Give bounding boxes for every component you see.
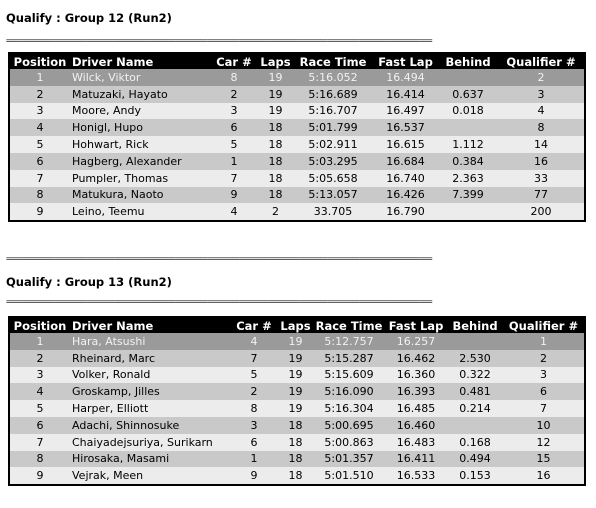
col-header-laps: Laps bbox=[280, 318, 311, 333]
position-cell: 1 bbox=[10, 69, 70, 86]
laps-cell: 19 bbox=[278, 333, 313, 350]
position-cell: 2 bbox=[10, 350, 70, 367]
driver-name-cell: Matukura, Naoto bbox=[70, 187, 210, 204]
driver-name-cell: Hohwart, Rick bbox=[70, 136, 210, 153]
qualifier-cell: 7 bbox=[503, 400, 584, 417]
position-cell: 4 bbox=[10, 119, 70, 136]
car-number-cell: 6 bbox=[230, 434, 278, 451]
qualifier-cell: 8 bbox=[498, 119, 584, 136]
behind-cell: 0.637 bbox=[438, 86, 498, 103]
col-header-behind: Behind bbox=[452, 318, 498, 333]
race-time-cell: 5:16.090 bbox=[313, 383, 385, 400]
driver-name-cell: Harper, Elliott bbox=[70, 400, 230, 417]
fast-lap-cell: 16.533 bbox=[385, 467, 447, 484]
qualifier-cell: 10 bbox=[503, 417, 584, 434]
position-cell: 5 bbox=[10, 136, 70, 153]
driver-name-cell: Vejrak, Meen bbox=[70, 467, 230, 484]
position-cell: 7 bbox=[10, 170, 70, 187]
race-time-cell: 5:05.658 bbox=[293, 170, 373, 187]
table-row bbox=[10, 69, 584, 86]
qualifier-cell: 6 bbox=[503, 383, 584, 400]
behind-cell: 0.384 bbox=[438, 153, 498, 170]
laps-cell: 19 bbox=[258, 103, 293, 120]
driver-name-cell: Leino, Teemu bbox=[70, 203, 210, 220]
qualifier-cell: 77 bbox=[498, 187, 584, 204]
group-13-title: Qualify : Group 13 (Run2) bbox=[6, 275, 172, 289]
laps-cell: 18 bbox=[258, 119, 293, 136]
table-row bbox=[10, 187, 584, 204]
laps-cell: 19 bbox=[258, 69, 293, 86]
separator: ========================================================================================================== bbox=[6, 36, 432, 45]
car-number-cell: 9 bbox=[230, 467, 278, 484]
race-time-cell: 5:16.689 bbox=[293, 86, 373, 103]
position-cell: 7 bbox=[10, 434, 70, 451]
position-cell: 5 bbox=[10, 400, 70, 417]
car-number-cell: 4 bbox=[230, 333, 278, 350]
position-cell: 8 bbox=[10, 451, 70, 468]
driver-name-cell: Groskamp, Jilles bbox=[70, 383, 230, 400]
driver-name-cell: Hara, Atsushi bbox=[70, 333, 230, 350]
car-number-cell: 2 bbox=[210, 86, 258, 103]
laps-cell: 19 bbox=[278, 400, 313, 417]
race-time-cell: 5:15.609 bbox=[313, 367, 385, 384]
table-row bbox=[10, 103, 584, 120]
laps-cell: 2 bbox=[258, 203, 293, 220]
race-time-cell: 33.705 bbox=[293, 203, 373, 220]
col-header-fast-lap: Fast Lap bbox=[388, 318, 444, 333]
fast-lap-cell: 16.393 bbox=[385, 383, 447, 400]
table-row bbox=[10, 451, 584, 468]
driver-name-cell: Rheinard, Marc bbox=[70, 350, 230, 367]
table-row bbox=[10, 153, 584, 170]
position-cell: 3 bbox=[10, 103, 70, 120]
table-row bbox=[10, 170, 584, 187]
fast-lap-cell: 16.485 bbox=[385, 400, 447, 417]
table-header-row bbox=[10, 318, 584, 333]
car-number-cell: 1 bbox=[230, 451, 278, 468]
qualifier-cell: 14 bbox=[498, 136, 584, 153]
fast-lap-cell: 16.615 bbox=[373, 136, 438, 153]
fast-lap-cell: 16.460 bbox=[385, 417, 447, 434]
driver-name-cell: Matuzaki, Hayato bbox=[70, 86, 210, 103]
race-time-cell: 5:00.863 bbox=[313, 434, 385, 451]
fast-lap-cell: 16.411 bbox=[385, 451, 447, 468]
behind-cell: 1.112 bbox=[438, 136, 498, 153]
table-row bbox=[10, 383, 584, 400]
laps-cell: 18 bbox=[258, 187, 293, 204]
position-cell: 9 bbox=[10, 203, 70, 220]
car-number-cell: 3 bbox=[230, 417, 278, 434]
group-12-rows bbox=[10, 69, 584, 220]
col-header-laps: Laps bbox=[260, 54, 291, 69]
fast-lap-cell: 16.740 bbox=[373, 170, 438, 187]
table-row bbox=[10, 86, 584, 103]
behind-cell: 0.018 bbox=[438, 103, 498, 120]
race-time-cell: 5:01.357 bbox=[313, 451, 385, 468]
position-cell: 6 bbox=[10, 153, 70, 170]
laps-cell: 18 bbox=[258, 153, 293, 170]
group-13-rows bbox=[10, 333, 584, 484]
qualifier-cell: 2 bbox=[498, 69, 584, 86]
car-number-cell: 3 bbox=[210, 103, 258, 120]
table-row bbox=[10, 400, 584, 417]
col-header-driver-name: Driver Name bbox=[72, 318, 154, 333]
car-number-cell: 6 bbox=[210, 119, 258, 136]
laps-cell: 18 bbox=[278, 467, 313, 484]
car-number-cell: 5 bbox=[210, 136, 258, 153]
col-header-behind: Behind bbox=[445, 54, 491, 69]
qualifier-cell: 200 bbox=[498, 203, 584, 220]
driver-name-cell: Moore, Andy bbox=[70, 103, 210, 120]
fast-lap-cell: 16.790 bbox=[373, 203, 438, 220]
behind-cell: 2.363 bbox=[438, 170, 498, 187]
race-time-cell: 5:00.695 bbox=[313, 417, 385, 434]
fast-lap-cell: 16.494 bbox=[373, 69, 438, 86]
laps-cell: 18 bbox=[278, 451, 313, 468]
behind-cell bbox=[438, 203, 498, 220]
race-time-cell: 5:01.510 bbox=[313, 467, 385, 484]
col-header-car: Car # bbox=[216, 54, 252, 69]
race-time-cell: 5:12.757 bbox=[313, 333, 385, 350]
laps-cell: 19 bbox=[278, 367, 313, 384]
table-row bbox=[10, 350, 584, 367]
qualifier-cell: 16 bbox=[498, 153, 584, 170]
laps-cell: 19 bbox=[278, 383, 313, 400]
behind-cell bbox=[447, 333, 503, 350]
col-header-qualifier: Qualifier # bbox=[508, 318, 579, 333]
fast-lap-cell: 16.426 bbox=[373, 187, 438, 204]
col-header-position: Position bbox=[13, 54, 67, 69]
table-row bbox=[10, 434, 584, 451]
qualifier-cell: 33 bbox=[498, 170, 584, 187]
fast-lap-cell: 16.483 bbox=[385, 434, 447, 451]
car-number-cell: 5 bbox=[230, 367, 278, 384]
qualifier-cell: 3 bbox=[498, 86, 584, 103]
laps-cell: 19 bbox=[278, 350, 313, 367]
race-time-cell: 5:03.295 bbox=[293, 153, 373, 170]
driver-name-cell: Chaiyadejsuriya, Surikarn bbox=[70, 434, 230, 451]
fast-lap-cell: 16.360 bbox=[385, 367, 447, 384]
table-row bbox=[10, 367, 584, 384]
col-header-driver-name: Driver Name bbox=[72, 54, 154, 69]
qualifier-cell: 12 bbox=[503, 434, 584, 451]
fast-lap-cell: 16.497 bbox=[373, 103, 438, 120]
fast-lap-cell: 16.414 bbox=[373, 86, 438, 103]
table-row bbox=[10, 119, 584, 136]
fast-lap-cell: 16.684 bbox=[373, 153, 438, 170]
qualifier-cell: 15 bbox=[503, 451, 584, 468]
table-header-row bbox=[10, 54, 584, 69]
race-time-cell: 5:13.057 bbox=[293, 187, 373, 204]
driver-name-cell: Volker, Ronald bbox=[70, 367, 230, 384]
race-time-cell: 5:15.287 bbox=[313, 350, 385, 367]
laps-cell: 18 bbox=[278, 434, 313, 451]
position-cell: 3 bbox=[10, 367, 70, 384]
behind-cell: 7.399 bbox=[438, 187, 498, 204]
behind-cell: 0.214 bbox=[447, 400, 503, 417]
group-13-results-table bbox=[8, 316, 586, 486]
fast-lap-cell: 16.462 bbox=[385, 350, 447, 367]
driver-name-cell: Wilck, Viktor bbox=[70, 69, 210, 86]
qualifier-cell: 16 bbox=[503, 467, 584, 484]
laps-cell: 19 bbox=[258, 86, 293, 103]
car-number-cell: 1 bbox=[210, 153, 258, 170]
race-time-cell: 5:16.304 bbox=[313, 400, 385, 417]
car-number-cell: 8 bbox=[210, 69, 258, 86]
race-time-cell: 5:16.707 bbox=[293, 103, 373, 120]
table-row bbox=[10, 467, 584, 484]
position-cell: 2 bbox=[10, 86, 70, 103]
laps-cell: 18 bbox=[278, 417, 313, 434]
col-header-qualifier: Qualifier # bbox=[506, 54, 576, 69]
col-header-position: Position bbox=[13, 318, 67, 333]
group-12-title: Qualify : Group 12 (Run2) bbox=[6, 11, 172, 25]
driver-name-cell: Hirosaka, Masami bbox=[70, 451, 230, 468]
position-cell: 1 bbox=[10, 333, 70, 350]
car-number-cell: 7 bbox=[210, 170, 258, 187]
qualifier-cell: 1 bbox=[503, 333, 584, 350]
car-number-cell: 4 bbox=[210, 203, 258, 220]
behind-cell bbox=[438, 69, 498, 86]
separator: ========================================================================================================== bbox=[6, 297, 432, 306]
position-cell: 6 bbox=[10, 417, 70, 434]
position-cell: 4 bbox=[10, 383, 70, 400]
behind-cell: 0.322 bbox=[447, 367, 503, 384]
driver-name-cell: Hagberg, Alexander bbox=[70, 153, 210, 170]
table-row bbox=[10, 203, 584, 220]
qualifier-cell: 2 bbox=[503, 350, 584, 367]
behind-cell bbox=[438, 119, 498, 136]
behind-cell: 0.494 bbox=[447, 451, 503, 468]
col-header-fast-lap: Fast Lap bbox=[378, 54, 433, 69]
position-cell: 8 bbox=[10, 187, 70, 204]
col-header-race-time: Race Time bbox=[315, 318, 383, 333]
car-number-cell: 9 bbox=[210, 187, 258, 204]
position-cell: 9 bbox=[10, 467, 70, 484]
table-row bbox=[10, 333, 584, 350]
behind-cell: 0.168 bbox=[447, 434, 503, 451]
behind-cell: 2.530 bbox=[447, 350, 503, 367]
car-number-cell: 2 bbox=[230, 383, 278, 400]
fast-lap-cell: 16.537 bbox=[373, 119, 438, 136]
driver-name-cell: Adachi, Shinnosuke bbox=[70, 417, 230, 434]
race-time-cell: 5:02.911 bbox=[293, 136, 373, 153]
col-header-race-time: Race Time bbox=[299, 54, 367, 69]
qualifier-cell: 4 bbox=[498, 103, 584, 120]
car-number-cell: 7 bbox=[230, 350, 278, 367]
driver-name-cell: Pumpler, Thomas bbox=[70, 170, 210, 187]
behind-cell bbox=[447, 417, 503, 434]
behind-cell: 0.153 bbox=[447, 467, 503, 484]
qualifier-cell: 3 bbox=[503, 367, 584, 384]
laps-cell: 18 bbox=[258, 136, 293, 153]
col-header-car: Car # bbox=[236, 318, 272, 333]
race-time-cell: 5:16.052 bbox=[293, 69, 373, 86]
laps-cell: 18 bbox=[258, 170, 293, 187]
group-12-results-table bbox=[8, 52, 586, 222]
table-row bbox=[10, 136, 584, 153]
behind-cell: 0.481 bbox=[447, 383, 503, 400]
table-row bbox=[10, 417, 584, 434]
fast-lap-cell: 16.257 bbox=[385, 333, 447, 350]
separator: ========================================================================================================== bbox=[6, 254, 432, 263]
race-time-cell: 5:01.799 bbox=[293, 119, 373, 136]
car-number-cell: 8 bbox=[230, 400, 278, 417]
driver-name-cell: Honigl, Hupo bbox=[70, 119, 210, 136]
